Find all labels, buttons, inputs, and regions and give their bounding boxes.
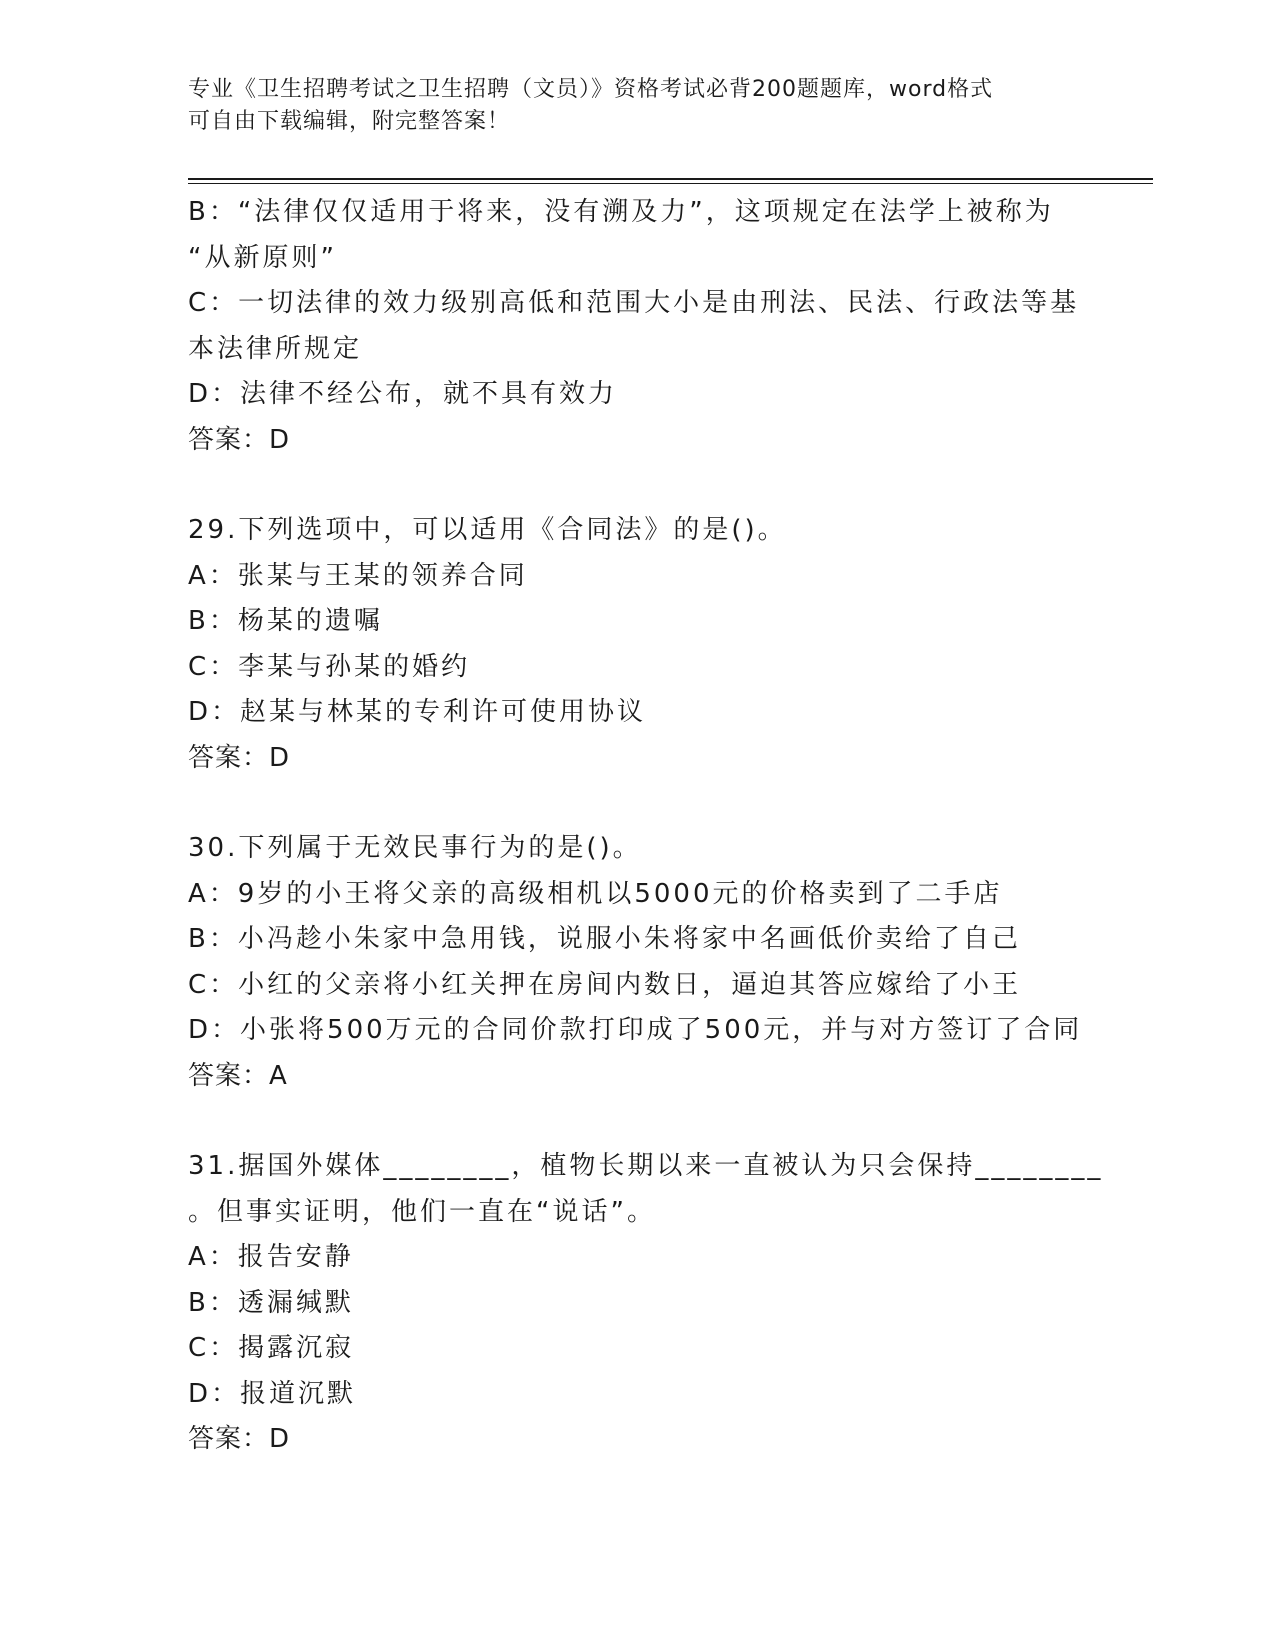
question-stem: 30.下列属于无效民事行为的是()。 — [188, 833, 642, 863]
header-divider-thin — [188, 183, 1153, 184]
question-30 — [188, 826, 1088, 1099]
option-b-line-1: B：“法律仅仅适用于将来，没有溯及力”，这项规定在法学上被称为 — [188, 197, 1054, 227]
document-header — [188, 74, 1088, 138]
option-d: D：赵某与林某的专利许可使用协议 — [188, 697, 647, 727]
option-a: A：报告安静 — [188, 1242, 354, 1272]
question-spacer — [188, 781, 1088, 826]
answer-line: 答案：A — [188, 1060, 288, 1091]
question-31 — [188, 1144, 1104, 1463]
option-b: B：小冯趁小朱家中急用钱，说服小朱将家中名画低价卖给了自己 — [188, 924, 1021, 954]
question-28-continued — [188, 190, 1088, 463]
option-a: A：张某与王某的领养合同 — [188, 560, 528, 591]
option-c: C：小红的父亲将小红关押在房间内数日，逼迫其答应嫁给了小王 — [188, 969, 1022, 1000]
option-a: A：9岁的小王将父亲的高级相机以5000元的价格卖到了二手店 — [188, 878, 1003, 909]
question-stem-line-2: 。但事实证明，他们一直在“说话”。 — [188, 1196, 656, 1227]
answer-line: 答案：D — [188, 424, 291, 455]
option-c: C：李某与孙某的婚约 — [188, 651, 471, 682]
option-b: B：杨某的遗嘱 — [188, 606, 383, 636]
question-stem-line-1: 31.据国外媒体________，植物长期以来一直被认为只会保持________ — [188, 1151, 1104, 1181]
option-d: D：法律不经公布，就不具有效力 — [188, 379, 618, 409]
header-divider-thick — [188, 178, 1153, 180]
option-b-line-2: “从新原则” — [188, 242, 337, 273]
option-d: D：报道沉默 — [188, 1378, 357, 1409]
answer-line: 答案：D — [188, 742, 291, 773]
header-title-line-2: 可自由下载编辑，附完整答案！ — [188, 109, 511, 134]
question-spacer — [188, 463, 1088, 508]
question-content — [188, 190, 1104, 1463]
header-title-line-1: 专业《卫生招聘考试之卫生招聘（文员）》资格考试必背200题题库，word格式 — [188, 77, 994, 102]
answer-line: 答案：D — [188, 1424, 291, 1454]
question-spacer — [188, 1099, 1088, 1144]
option-c-line-2: 本法律所规定 — [188, 333, 363, 364]
option-c: C：揭露沉寂 — [188, 1333, 355, 1363]
option-c-line-1: C：一切法律的效力级别高低和范围大小是由刑法、民法、行政法等基 — [188, 288, 1080, 318]
option-d: D：小张将500万元的合同价款打印成了500元，并与对方签订了合同 — [188, 1015, 1083, 1045]
question-29 — [188, 508, 1088, 781]
option-b: B：透漏缄默 — [188, 1287, 354, 1318]
question-stem: 29.下列选项中，可以适用《合同法》的是()。 — [188, 515, 787, 545]
